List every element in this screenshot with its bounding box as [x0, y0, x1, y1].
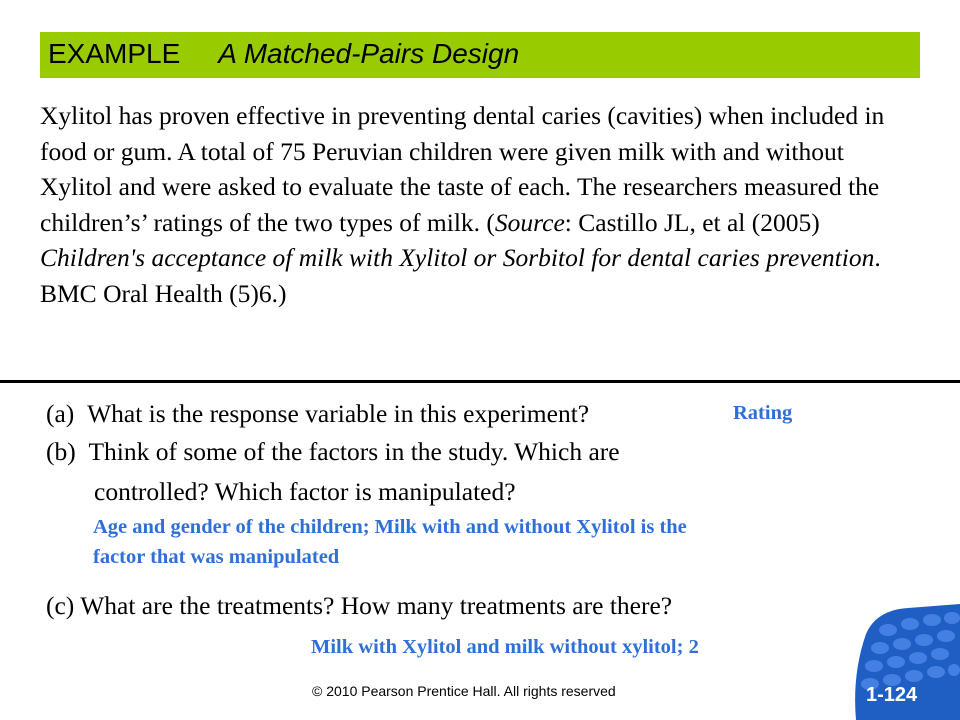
banner-text [48, 37, 519, 71]
question-c: (c) What are the treatments? How many treatments are there? [46, 591, 673, 620]
source-title: Children's acceptance of milk with Xylitol or Sorbitol for dental caries prevention [40, 243, 875, 272]
answer-b-line2: factor that was manipulated [93, 546, 340, 568]
source-tail: . BMC Oral Health (5)6.) [40, 243, 881, 308]
question-b-line2: controlled? Which factor is manipulated? [94, 477, 516, 506]
source-label: Source [494, 207, 565, 237]
question-b-line1: Think of some of the factors in the study. Which are [88, 437, 620, 466]
divider-line [0, 380, 960, 383]
answer-b-line1: Age and gender of the children; Milk with and without Xylitol is the [93, 516, 687, 538]
copyright-footer: © 2010 Pearson Prentice Hall. All rights reserved [312, 683, 616, 699]
banner-title: A Matched-Pairs Design [218, 38, 520, 69]
question-a-label: (a) [46, 399, 75, 428]
question-b-label: (b) [46, 437, 76, 466]
source-citation: : Castillo JL, et al (2005) [564, 207, 820, 237]
question-a [46, 396, 589, 431]
title-banner [40, 32, 920, 78]
intro-text: Xylitol has proven effective in preventing dental caries (cavities) when included in food or gum. A total of 75 Peruvian children were given milk with and without Xylitol and were asked to evaluate the taste of each. The researchers measured the children’s’ ratings of the two types of milk. ( [40, 101, 885, 237]
answer-c: Milk with Xylitol and milk without xylitol; 2 [311, 636, 699, 658]
banner-label: EXAMPLE [48, 38, 181, 69]
question-a-text: What is the response variable in this experiment? [87, 399, 590, 428]
question-b [46, 434, 620, 469]
answer-a: Rating [733, 402, 793, 424]
slide-number: 1-124 [866, 684, 918, 706]
intro-paragraph [40, 98, 910, 311]
